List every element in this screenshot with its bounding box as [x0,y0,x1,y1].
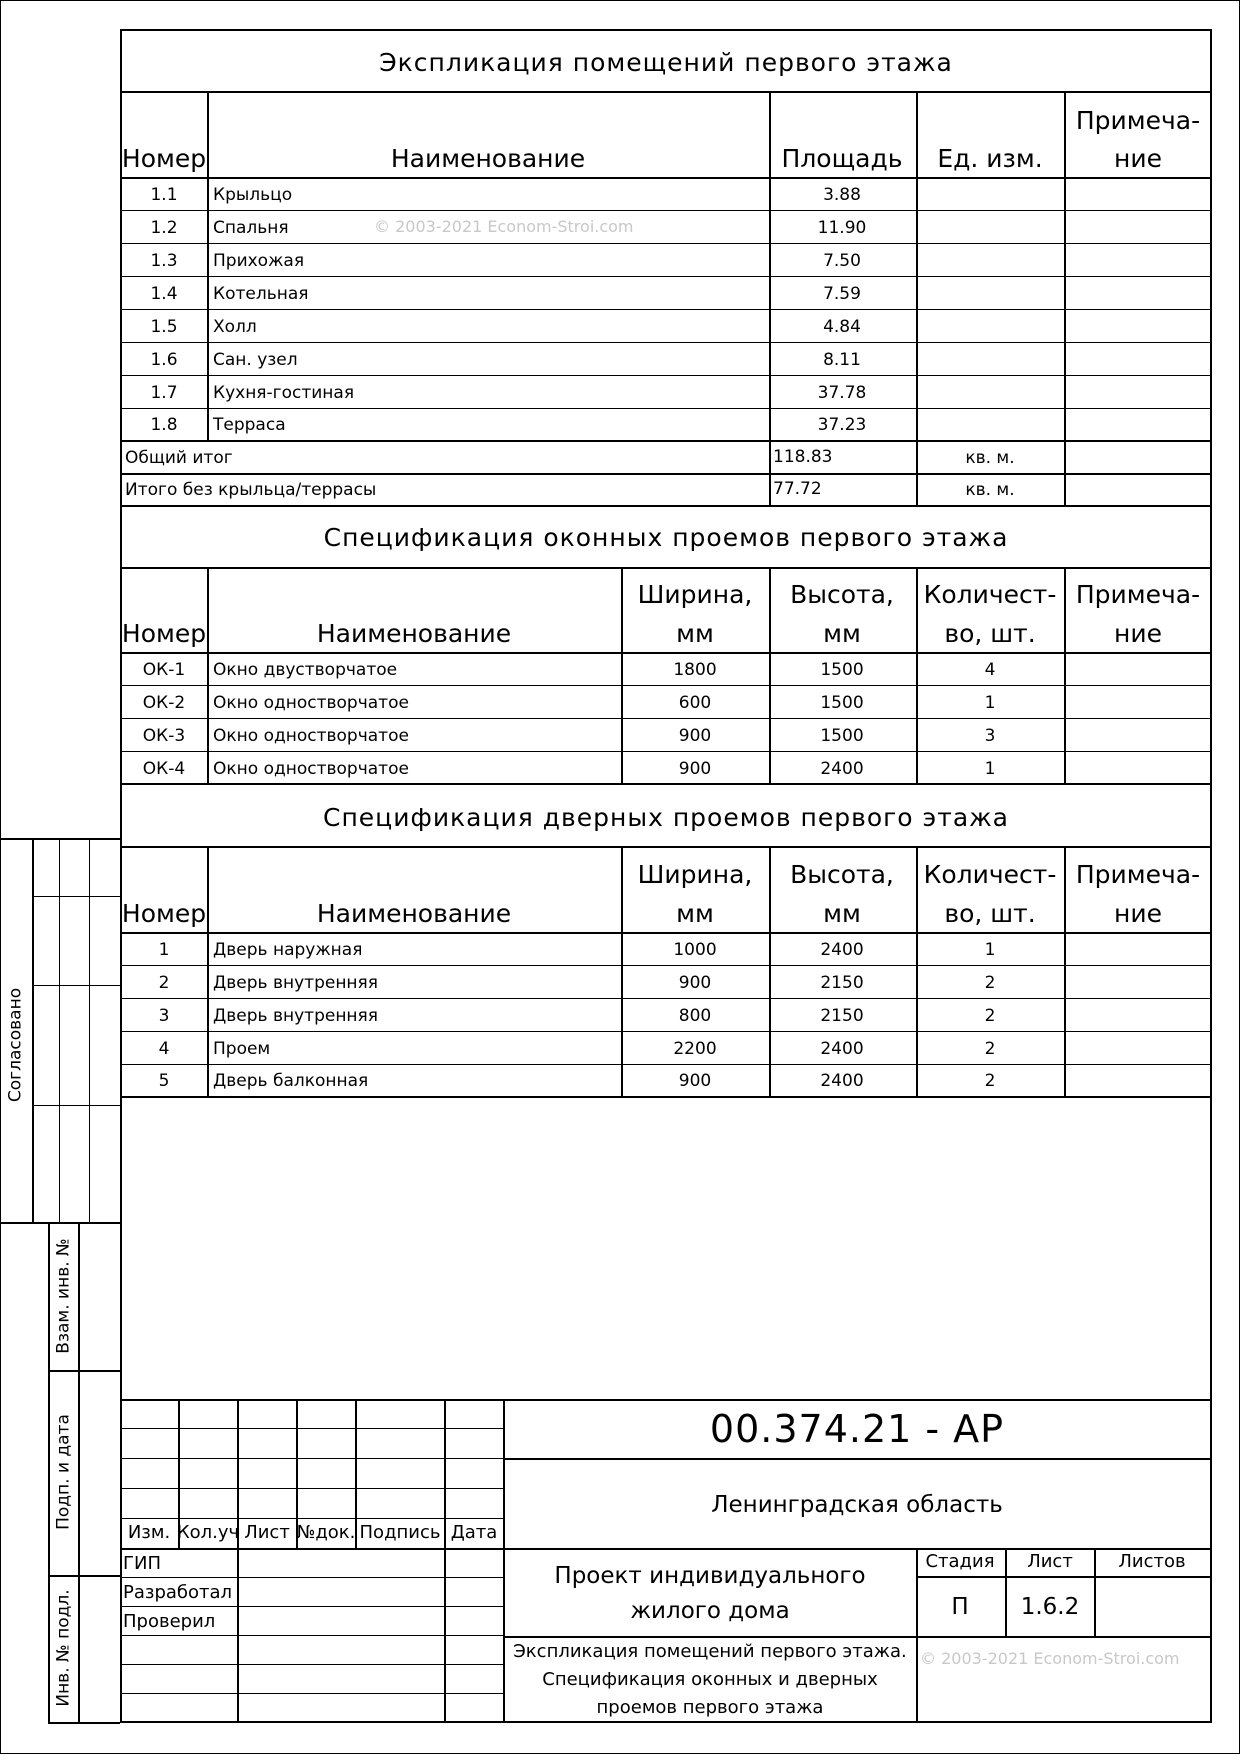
window-height: 1500 [820,726,864,746]
door-name: Дверь внутренняя [213,1006,379,1026]
sign-date-label: Подп. и дата [53,1414,74,1530]
room-area: 7.50 [823,251,861,271]
door-number: 4 [158,1039,170,1059]
rooms-total-value: 118.83 [773,447,833,467]
stage-label: Стадия [925,1551,995,1572]
project-name-line1: Проект индивидуального [554,1563,866,1589]
stamp-role-developed: Разработал [123,1582,233,1603]
room-name: Крыльцо [213,185,293,205]
window-number: ОК-1 [142,660,186,680]
door-qty: 2 [984,1039,996,1059]
sheet-description-line1: Экспликация помещений первого этажа. [513,1641,907,1662]
room-number: 1.5 [150,317,178,337]
rooms-net-unit: кв. м. [965,480,1015,500]
rooms-header-area: Площадь [781,144,903,173]
sheet-label: Лист [1027,1551,1073,1572]
windows-header-height-1: Высота, [790,580,894,609]
window-width: 900 [678,759,712,779]
room-name: Терраса [213,415,286,435]
stamp-col-signature: Подпись [359,1522,441,1543]
sheet-value: 1.6.2 [1020,1594,1080,1620]
doors-header-height-1: Высота, [790,860,894,889]
door-height: 2400 [820,1071,864,1091]
sheet-description-line2: Спецификация оконных и дверных [542,1669,878,1690]
room-name: Кухня-гостиная [213,383,355,403]
door-qty: 2 [984,973,996,993]
window-name: Окно двустворчатое [213,660,398,680]
doors-title: Спецификация дверных проемов первого этажа [322,803,1010,832]
watermark: © 2003-2021 Econom-Stroi.com [374,217,634,236]
doors-header-qty-1: Количест- [923,860,1057,889]
room-area: 4.84 [823,317,861,337]
windows-header-qty-2: во, шт. [944,619,1036,648]
agreed-label: Согласовано [5,987,26,1103]
window-number: ОК-3 [142,726,186,746]
stamp-col-change: Изм. [127,1522,171,1543]
rooms-header-name: Наименование [390,144,586,173]
room-number: 1.7 [150,383,178,403]
sheet-description-line3: проемов первого этажа [596,1697,824,1718]
door-qty: 2 [984,1071,996,1091]
door-height: 2150 [820,973,864,993]
doors-header-number: Номер [121,899,207,928]
window-qty: 3 [984,726,996,746]
doors-header-width-2: мм [676,899,714,928]
door-width: 900 [678,973,712,993]
room-number: 1.2 [150,218,178,238]
region: Ленинградская область [711,1492,1003,1518]
door-height: 2150 [820,1006,864,1026]
stamp-col-date: Дата [450,1522,498,1543]
window-width: 600 [678,693,712,713]
windows-header-width-2: мм [676,619,714,648]
rooms-header-note-2: ние [1114,144,1162,173]
window-number: ОК-2 [142,693,186,713]
room-name: Сан. узел [213,350,298,370]
doors-header-note-1: Примеча- [1075,860,1201,889]
windows-header-note-2: ние [1114,619,1162,648]
window-height: 1500 [820,693,864,713]
stamp-role-checked: Проверил [123,1611,216,1632]
windows-header-height-2: мм [823,619,861,648]
door-name: Проем [213,1039,271,1059]
window-name: Окно одностворчатое [213,726,409,746]
window-height: 2400 [820,759,864,779]
room-name: Холл [213,317,257,337]
room-number: 1.6 [150,350,178,370]
windows-header-width-1: Ширина, [637,580,753,609]
room-area: 8.11 [823,350,861,370]
door-height: 2400 [820,1039,864,1059]
door-qty: 1 [984,940,996,960]
rooms-header-unit: Ед. изм. [937,144,1043,173]
door-qty: 2 [984,1006,996,1026]
door-width: 1000 [673,940,717,960]
door-number: 3 [158,1006,170,1026]
room-name: Спальня [213,218,289,238]
rooms-title: Экспликация помещений первого этажа [379,48,953,77]
door-number: 5 [158,1071,170,1091]
sheets-label: Листов [1118,1551,1186,1572]
doors-header-note-2: ние [1114,899,1162,928]
windows-header-number: Номер [121,619,207,648]
door-width: 900 [678,1071,712,1091]
rooms-net-value: 77.72 [773,479,822,499]
room-name: Прихожая [213,251,305,271]
windows-header-qty-1: Количест- [923,580,1057,609]
windows-header-note-1: Примеча- [1075,580,1201,609]
stamp-col-count: Кол.уч [176,1522,240,1543]
rooms-total-unit: кв. м. [965,448,1015,468]
window-height: 1500 [820,660,864,680]
stamp-role-gip: ГИП [123,1553,161,1574]
door-name: Дверь балконная [213,1071,369,1091]
door-name: Дверь внутренняя [213,973,379,993]
window-number: ОК-4 [142,759,186,779]
room-number: 1.4 [150,284,178,304]
room-area: 37.23 [817,415,867,435]
door-name: Дверь наружная [213,940,363,960]
stamp-col-sheet: Лист [244,1522,290,1543]
room-name: Котельная [213,284,309,304]
window-name: Окно одностворчатое [213,693,409,713]
room-area: 11.90 [817,218,867,238]
rooms-header-note-1: Примеча- [1075,106,1201,135]
room-area: 7.59 [823,284,861,304]
rooms-header-number: Номер [121,144,207,173]
room-area: 3.88 [823,185,861,205]
door-width: 2200 [673,1039,717,1059]
windows-header-name: Наименование [316,619,512,648]
windows-title: Спецификация оконных проемов первого этажа [323,523,1009,552]
stage-value: П [951,1594,969,1620]
room-area: 37.78 [817,383,867,403]
rooms-total-label: Общий итог [125,448,233,468]
door-height: 2400 [820,940,864,960]
inventory-original-label: Инв. № подл. [53,1589,74,1707]
door-number: 2 [158,973,170,993]
doors-header-width-1: Ширина, [637,860,753,889]
doors-header-name: Наименование [316,899,512,928]
door-width: 800 [678,1006,712,1026]
window-qty: 1 [984,693,996,713]
window-name: Окно одностворчатое [213,759,409,779]
doors-header-qty-2: во, шт. [944,899,1036,928]
room-number: 1.1 [150,185,178,205]
window-qty: 4 [984,660,996,680]
door-number: 1 [158,940,170,960]
watermark-stamp: © 2003-2021 Econom-Stroi.com [920,1649,1180,1668]
document-code: 00.374.21 - АР [709,1407,1005,1451]
window-qty: 1 [984,759,996,779]
inventory-replace-label: Взам. инв. № [53,1238,74,1354]
room-number: 1.8 [150,415,178,435]
doors-header-height-2: мм [823,899,861,928]
window-width: 1800 [673,660,717,680]
window-width: 900 [678,726,712,746]
stamp-col-doc: №док. [296,1522,356,1543]
project-name-line2: жилого дома [630,1598,790,1624]
room-number: 1.3 [150,251,178,271]
rooms-net-label: Итого без крыльца/террасы [125,480,377,500]
